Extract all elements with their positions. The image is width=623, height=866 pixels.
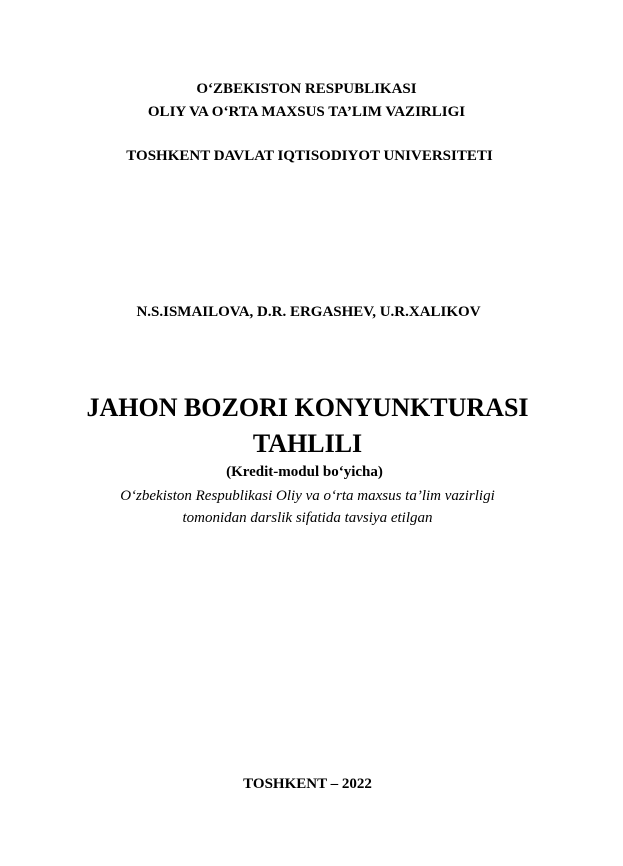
book-subtitle: (Kredit-modul bo‘yicha): [226, 464, 383, 480]
authors: N.S.ISMAILOVA, D.R. ERGASHEV, U.R.XALIKOV: [136, 304, 481, 320]
recommendation-line-2: tomonidan darslik sifatida tavsiya etilgan: [182, 510, 433, 526]
book-title-line-2: TAHLILI: [252, 429, 363, 458]
place-and-year: TOSHKENT – 2022: [243, 776, 372, 792]
book-title-line-1: JAHON BOZORI KONYUNKTURASI: [86, 393, 529, 422]
recommendation-line-1: O‘zbekiston Respublikasi Oliy va o‘rta maxsus ta’lim vazirligi: [120, 488, 495, 504]
ministry-line-2: OLIY VA O‘RTA MAXSUS TA’LIM VAZIRLIGI: [147, 104, 466, 120]
ministry-line-1: O‘ZBEKISTON RESPUBLIKASI: [196, 81, 417, 97]
university-name: TOSHKENT DAVLAT IQTISODIYOT UNIVERSITETI: [126, 148, 493, 164]
